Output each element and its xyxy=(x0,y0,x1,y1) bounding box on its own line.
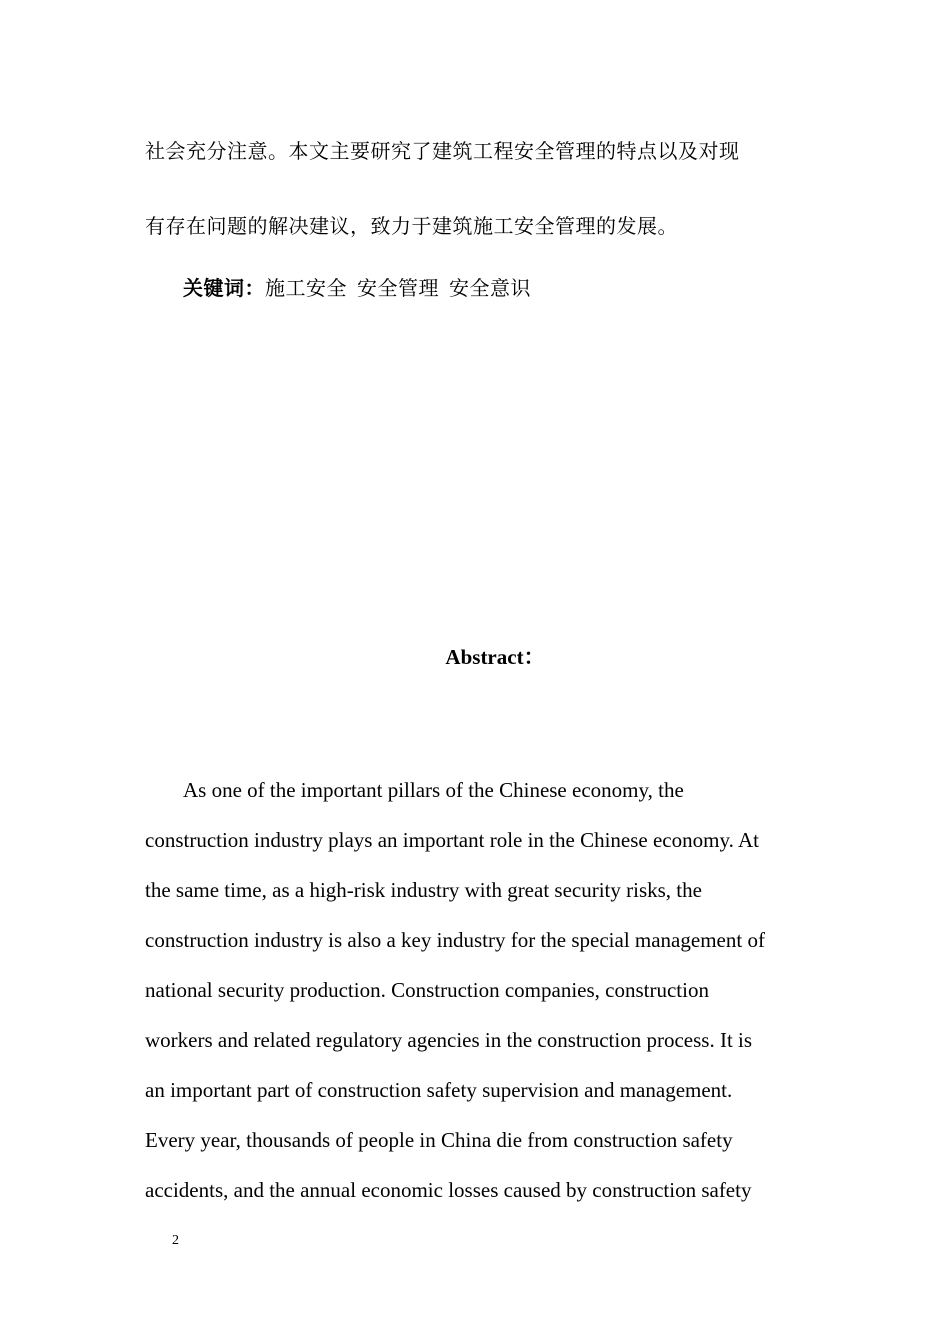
abstract-line: construction industry plays an important role in the Chinese economy. At xyxy=(145,828,759,852)
abstract-line: accidents, and the annual economic losses caused by construction safety xyxy=(145,1178,752,1202)
chinese-paragraph-line-1: 社会充分注意。本文主要研究了建筑工程安全管理的特点以及对现 xyxy=(145,139,740,163)
abstract-line: national security production. Construction companies, construction xyxy=(145,978,709,1002)
abstract-title: Abstract： xyxy=(445,645,545,669)
keywords-line xyxy=(183,278,531,298)
abstract-line: As one of the important pillars of the Chinese economy, the xyxy=(183,778,684,802)
keyword-item: 施工安全 xyxy=(265,276,347,300)
abstract-line: workers and related regulatory agencies in the construction process. It is xyxy=(145,1028,753,1052)
abstract-line: the same time, as a high-risk industry with great security risks, the xyxy=(145,878,702,902)
chinese-paragraph-line-2: 有存在问题的解决建议，致力于建筑施工安全管理的发展。 xyxy=(145,214,678,238)
abstract-line: construction industry is also a key industry for the special management of xyxy=(145,928,765,952)
abstract-line: an important part of construction safety supervision and management. xyxy=(145,1078,733,1102)
keyword-item: 安全管理 xyxy=(357,276,439,300)
page-number: 2 xyxy=(172,1233,179,1248)
keywords-label: 关键词： xyxy=(183,276,265,300)
keyword-item: 安全意识 xyxy=(449,276,531,300)
abstract-line: Every year, thousands of people in China die from construction safety xyxy=(145,1128,733,1152)
